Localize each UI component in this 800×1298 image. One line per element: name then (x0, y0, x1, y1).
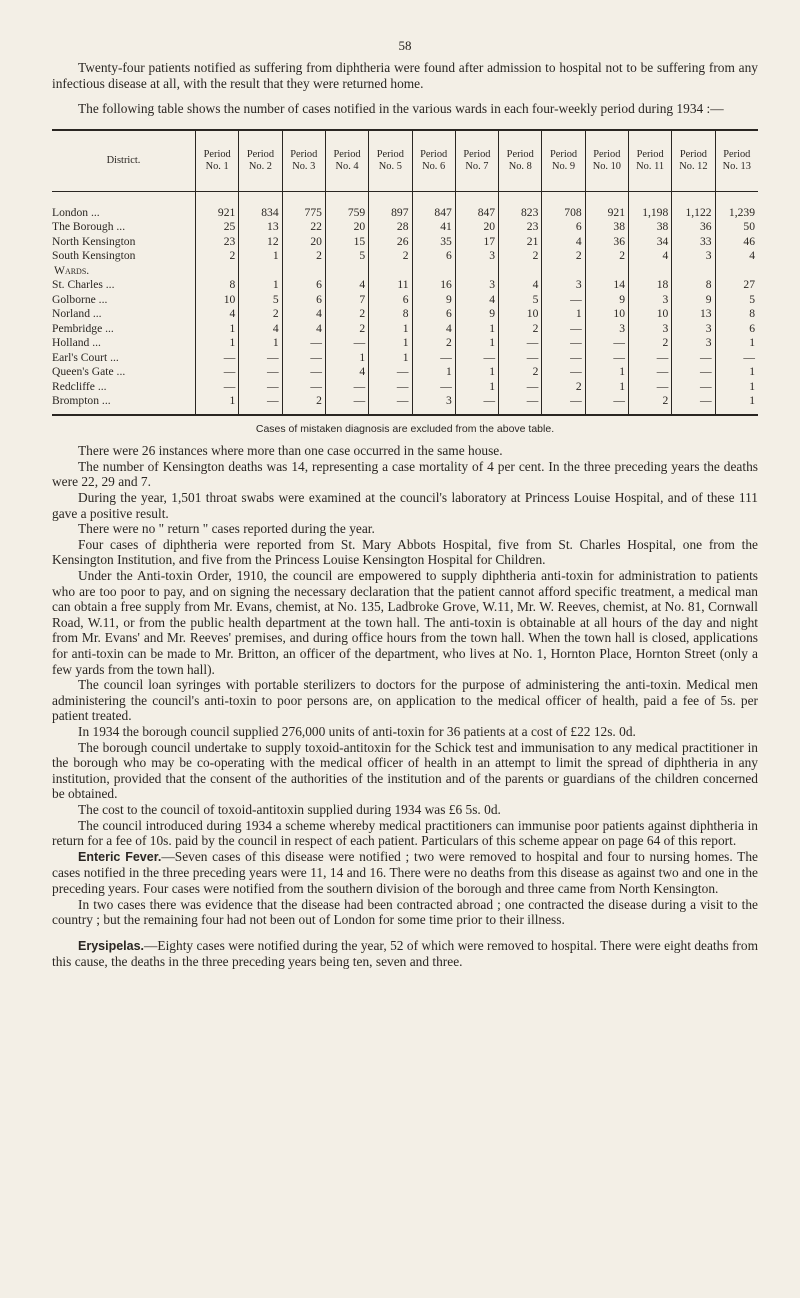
case-count-cell: 834 (239, 206, 282, 221)
case-count-cell: 2 (282, 394, 325, 415)
case-count-cell: 6 (369, 293, 412, 308)
case-count-cell: 3 (628, 293, 671, 308)
case-count-cell: — (196, 365, 239, 380)
table-body (52, 191, 758, 415)
case-count-cell: 10 (196, 293, 239, 308)
case-count-cell: 9 (585, 293, 628, 308)
table-row (52, 336, 758, 351)
case-count-cell: 775 (282, 206, 325, 221)
document-page (52, 0, 758, 970)
body-paragraph: During the year, 1,501 throat swabs were examined at the council's laboratory at Princess Louise Hospital, and of these 111 gave a positive result. (52, 490, 758, 521)
case-count-cell: 21 (499, 235, 542, 250)
empty-cell (499, 264, 542, 279)
case-count-cell: 1 (239, 249, 282, 264)
case-count-cell: 2 (239, 307, 282, 322)
period-header: Period No. 10 (585, 130, 628, 192)
case-count-cell: — (282, 351, 325, 366)
case-count-cell: 921 (585, 206, 628, 221)
case-count-cell: 2 (542, 249, 585, 264)
case-count-cell: 4 (542, 235, 585, 250)
period-header: Period No. 7 (455, 130, 498, 192)
case-count-cell: 4 (412, 322, 455, 337)
case-count-cell: 9 (455, 307, 498, 322)
case-count-cell: 10 (585, 307, 628, 322)
case-count-cell: — (196, 351, 239, 366)
body-paragraph: In 1934 the borough council supplied 276,000 units of anti-toxin for 36 patients at a cost of £22 12s. 0d. (78, 723, 636, 739)
case-count-cell: — (628, 351, 671, 366)
case-count-cell: — (542, 322, 585, 337)
body-paragraph: Four cases of diphtheria were reported from St. Mary Abbots Hospital, five from St. Charles Hospital, one from the Kensington Institution, and five from the Princess Louise Kensington Hospital for Children. (52, 536, 758, 568)
case-count-cell: 36 (585, 235, 628, 250)
case-count-cell: 4 (239, 322, 282, 337)
body-paragraph: The number of Kensington deaths was 14, representing a case mortality of 4 per cent. In the three preceding years the deaths were 22, 29 and 7. (52, 458, 758, 490)
table-row (52, 293, 758, 308)
case-count-cell: 10 (499, 307, 542, 322)
case-count-cell: 2 (499, 249, 542, 264)
spacer-cell (585, 191, 628, 206)
case-count-cell: 1,198 (628, 206, 671, 221)
spacer-cell (52, 191, 196, 206)
table-header-row (52, 130, 758, 192)
case-count-cell: 3 (542, 278, 585, 293)
case-count-cell: 1 (412, 365, 455, 380)
case-count-cell: 5 (325, 249, 368, 264)
case-count-cell: — (672, 394, 715, 415)
body-text (52, 443, 758, 848)
case-count-cell: — (672, 365, 715, 380)
case-count-cell: — (239, 365, 282, 380)
case-count-cell: 897 (369, 206, 412, 221)
period-header: Period No. 13 (715, 130, 758, 192)
district-name: Earl's Court ... (52, 350, 119, 364)
case-count-cell: 50 (715, 220, 758, 235)
case-count-cell: 7 (325, 293, 368, 308)
district-name: South Kensington (52, 249, 136, 263)
spacer-cell (412, 191, 455, 206)
case-count-cell: 13 (672, 307, 715, 322)
erysipelas-paragraph (52, 938, 758, 970)
case-count-cell: 1 (585, 380, 628, 395)
case-count-cell: 2 (628, 336, 671, 351)
period-header: Period No. 9 (542, 130, 585, 192)
case-count-cell: 2 (325, 307, 368, 322)
table-row (52, 249, 758, 264)
case-count-cell: 3 (455, 249, 498, 264)
period-header: Period No. 8 (499, 130, 542, 192)
table-row (52, 307, 758, 322)
intro-paragraph-2: The following table shows the number of cases notified in the various wards in each four-weekly period during 1934 :— (78, 101, 724, 117)
case-count-cell: 823 (499, 206, 542, 221)
case-count-cell: — (542, 365, 585, 380)
period-header: Period No. 11 (628, 130, 671, 192)
case-count-cell: 1 (455, 365, 498, 380)
case-count-cell: 13 (239, 220, 282, 235)
case-count-cell: 921 (196, 206, 239, 221)
case-count-cell: — (325, 380, 368, 395)
table-row (52, 351, 758, 366)
diphtheria-cases-table (52, 129, 758, 417)
case-count-cell: 38 (628, 220, 671, 235)
case-count-cell: 1 (585, 365, 628, 380)
case-count-cell: 36 (672, 220, 715, 235)
case-count-cell: 11 (369, 278, 412, 293)
spacer-cell (455, 191, 498, 206)
case-count-cell: — (628, 380, 671, 395)
empty-cell (455, 264, 498, 279)
enteric-heading: Enteric Fever. (78, 849, 162, 864)
empty-cell (325, 264, 368, 279)
case-count-cell: 1 (455, 322, 498, 337)
page-number: 58 (398, 38, 412, 53)
erysipelas-text: —Eighty cases were notified during the year, 52 of which were removed to hospital. There were eight deaths from this cause, the deaths in the three preceding years being ten, seven and three. (52, 937, 758, 970)
case-count-cell: — (672, 380, 715, 395)
district-name: The Borough ... (52, 220, 126, 234)
case-count-cell: 23 (196, 235, 239, 250)
case-count-cell: 3 (412, 394, 455, 415)
case-count-cell: 1 (455, 336, 498, 351)
case-count-cell: 6 (715, 322, 758, 337)
case-count-cell: 3 (672, 249, 715, 264)
district-name: Brompton ... (52, 394, 111, 408)
case-count-cell: 2 (628, 394, 671, 415)
period-header: Period No. 5 (369, 130, 412, 192)
spacer-cell (325, 191, 368, 206)
case-count-cell: 4 (628, 249, 671, 264)
case-count-cell: 26 (369, 235, 412, 250)
case-count-cell: 20 (282, 235, 325, 250)
case-count-cell: 1 (455, 380, 498, 395)
case-count-cell: 4 (282, 322, 325, 337)
case-count-cell: 8 (196, 278, 239, 293)
case-count-cell: — (542, 351, 585, 366)
case-count-cell: 1 (715, 380, 758, 395)
period-header: Period No. 1 (196, 130, 239, 192)
case-count-cell: 6 (282, 293, 325, 308)
case-count-cell: 20 (325, 220, 368, 235)
body-paragraph: The council introduced during 1934 a scheme whereby medical practitioners can immunise poor patients against diphtheria in return for a fee of 10s. paid by the council in respect of each patient. Particulars of this scheme appear on page 64 of this report. (52, 817, 758, 849)
case-count-cell: 6 (542, 220, 585, 235)
case-count-cell: 2 (325, 322, 368, 337)
case-count-cell: — (282, 380, 325, 395)
empty-cell (672, 264, 715, 279)
case-count-cell: 1 (325, 351, 368, 366)
body-paragraph: There were no " return " cases reported during the year. (78, 521, 375, 537)
spacer-cell (196, 191, 239, 206)
case-count-cell: 1 (239, 336, 282, 351)
period-header: Period No. 2 (239, 130, 282, 192)
wards-label: Wards. (54, 263, 90, 277)
case-count-cell: 5 (715, 293, 758, 308)
table-caption: Cases of mistaken diagnosis are excluded from the above table. (255, 423, 555, 436)
district-name: Holland ... (52, 336, 101, 350)
case-count-cell: 4 (499, 278, 542, 293)
case-count-cell: — (369, 394, 412, 415)
case-count-cell: 15 (325, 235, 368, 250)
table-row (52, 394, 758, 415)
case-count-cell: — (282, 365, 325, 380)
case-count-cell: 5 (499, 293, 542, 308)
case-count-cell: — (585, 336, 628, 351)
empty-cell (282, 264, 325, 279)
case-count-cell: — (499, 394, 542, 415)
case-count-cell: 4 (325, 365, 368, 380)
body-paragraph: The cost to the council of toxoid-antitoxin supplied during 1934 was £6 5s. 0d. (78, 801, 501, 817)
case-count-cell: — (542, 336, 585, 351)
spacer-cell (715, 191, 758, 206)
case-count-cell: 20 (455, 220, 498, 235)
district-name: North Kensington (52, 234, 136, 248)
empty-cell (412, 264, 455, 279)
case-count-cell: 2 (585, 249, 628, 264)
case-count-cell: — (715, 351, 758, 366)
case-count-cell: 2 (499, 365, 542, 380)
case-count-cell: — (499, 380, 542, 395)
case-count-cell: — (672, 351, 715, 366)
case-count-cell: 3 (672, 322, 715, 337)
case-count-cell: — (542, 293, 585, 308)
case-count-cell: — (628, 365, 671, 380)
case-count-cell: 1 (196, 336, 239, 351)
case-count-cell: 27 (715, 278, 758, 293)
case-count-cell: 4 (282, 307, 325, 322)
case-count-cell: 2 (196, 249, 239, 264)
district-name: Golborne ... (52, 292, 108, 306)
district-name: St. Charles ... (52, 278, 115, 292)
empty-cell (542, 264, 585, 279)
case-count-cell: 3 (628, 322, 671, 337)
case-count-cell: — (499, 336, 542, 351)
case-count-cell: 9 (412, 293, 455, 308)
case-count-cell: 3 (672, 336, 715, 351)
case-count-cell: 14 (585, 278, 628, 293)
erysipelas-heading: Erysipelas. (78, 938, 145, 953)
case-count-cell: — (455, 351, 498, 366)
case-count-cell: 34 (628, 235, 671, 250)
case-count-cell: 41 (412, 220, 455, 235)
case-count-cell: 22 (282, 220, 325, 235)
case-count-cell: 1 (715, 336, 758, 351)
case-count-cell: 2 (412, 336, 455, 351)
period-header: Period No. 12 (672, 130, 715, 192)
table-row (52, 235, 758, 250)
spacer-cell (628, 191, 671, 206)
body-paragraph: The borough council undertake to supply toxoid-antitoxin for the Schick test and immunisation to any medical practitioner in the borough who may be co-operating with the medical officer of health in an attempt to limit the spread of diphtheria in any institution, provided that the consent of the authorities of the institution and of the parents or guardians of the children concerned be obtained. (52, 739, 758, 802)
period-header: Period No. 6 (412, 130, 455, 192)
case-count-cell: 8 (715, 307, 758, 322)
spacer-cell (239, 191, 282, 206)
case-count-cell: 16 (412, 278, 455, 293)
case-count-cell: 2 (282, 249, 325, 264)
period-header: Period No. 3 (282, 130, 325, 192)
case-count-cell: 9 (672, 293, 715, 308)
case-count-cell: 1 (369, 336, 412, 351)
table-row (52, 278, 758, 293)
empty-cell (628, 264, 671, 279)
case-count-cell: — (325, 394, 368, 415)
case-count-cell: 28 (369, 220, 412, 235)
case-count-cell: 2 (369, 249, 412, 264)
case-count-cell: — (412, 380, 455, 395)
empty-cell (715, 264, 758, 279)
case-count-cell: 46 (715, 235, 758, 250)
case-count-cell: 759 (325, 206, 368, 221)
case-count-cell: 1 (369, 322, 412, 337)
empty-cell (196, 264, 239, 279)
case-count-cell: 1 (542, 307, 585, 322)
district-name: Queen's Gate ... (52, 365, 126, 379)
case-count-cell: 8 (369, 307, 412, 322)
enteric-paragraph-2: In two cases there was evidence that the disease had been contracted abroad ; one contracted the disease during a visit to the country ; but the remaining four had not been out of London for some time prior to their illness. (52, 896, 758, 928)
case-count-cell: 1,122 (672, 206, 715, 221)
table-row (52, 206, 758, 221)
case-count-cell: 1 (715, 394, 758, 415)
table-row (52, 220, 758, 235)
case-count-cell: — (585, 394, 628, 415)
case-count-cell: 6 (412, 249, 455, 264)
case-count-cell: 6 (282, 278, 325, 293)
case-count-cell: 708 (542, 206, 585, 221)
case-count-cell: 1 (196, 322, 239, 337)
district-name: Redcliffe ... (52, 379, 107, 393)
case-count-cell: 1,239 (715, 206, 758, 221)
table-row (52, 380, 758, 395)
case-count-cell: — (369, 380, 412, 395)
case-count-cell: 33 (672, 235, 715, 250)
spacer-cell (542, 191, 585, 206)
wards-label-row (52, 264, 758, 279)
body-paragraph: Under the Anti-toxin Order, 1910, the council are empowered to supply diphtheria anti-toxin for administration to patients who are too poor to pay, and on signing the necessary declaration that the patient cannot afford specific treatment, a medical man can obtain a free supply from Mr. Evans, chemist, at No. 135, Ladbroke Grove, W.11, Mr. W. Reeves, chemist, at No. 81, Cornwall Road, W.11, or from the public health department at the town hall. The anti-toxin is obtainable at all hours of the day and night from Mr. Evans' and Mr. Reeves' premises, and during office hours from the town hall. When the town hall is closed, applications for anti-toxin can be made to Mr. Britton, an officer of the department, who lives at No. 1, Hornton Place, Hornton Street (only a few yards from the town hall). (52, 568, 758, 677)
case-count-cell: 35 (412, 235, 455, 250)
case-count-cell: 847 (455, 206, 498, 221)
empty-cell (369, 264, 412, 279)
case-count-cell: 23 (499, 220, 542, 235)
case-count-cell: — (412, 351, 455, 366)
enteric-text: —Seven cases of this disease were notified ; two were removed to hospital and four to nursing homes. The cases notified in the three preceding years were 11, 14 and 16. There were no deaths from this disease as against two and one in the preceding years. Four cases were notified from the southern division of the borough and three came from North Kensington. (52, 848, 758, 896)
case-count-cell: 3 (455, 278, 498, 293)
case-count-cell: — (239, 380, 282, 395)
case-count-cell: 4 (715, 249, 758, 264)
case-count-cell: 2 (542, 380, 585, 395)
case-count-cell: — (196, 380, 239, 395)
case-count-cell: — (499, 351, 542, 366)
case-count-cell: — (585, 351, 628, 366)
spacer-cell (282, 191, 325, 206)
case-count-cell: 38 (585, 220, 628, 235)
case-count-cell: — (239, 394, 282, 415)
empty-cell (585, 264, 628, 279)
district-header: District. (52, 130, 196, 192)
body-paragraph: There were 26 instances where more than one case occurred in the same house. (78, 443, 503, 459)
case-count-cell: — (239, 351, 282, 366)
case-count-cell: — (325, 336, 368, 351)
case-count-cell: — (369, 365, 412, 380)
table-row (52, 322, 758, 337)
case-count-cell: 4 (325, 278, 368, 293)
case-count-cell: 1 (369, 351, 412, 366)
body-paragraph: The council loan syringes with portable sterilizers to doctors for the purpose of administering the anti-toxin. Medical men administering the council's anti-toxin to poor persons are, on application to the medical officer of health, paid a fee of 5s. per patient treated. (52, 677, 758, 724)
case-count-cell: — (542, 394, 585, 415)
district-name: London ... (52, 205, 100, 219)
spacer-cell (499, 191, 542, 206)
table-spacer-row (52, 191, 758, 206)
case-count-cell: 1 (239, 278, 282, 293)
intro-paragraph-1: Twenty-four patients notified as suffering from diphtheria were found after admission to hospital not to be suffering from any infectious disease at all, with the result that they were returned home. (52, 60, 758, 91)
case-count-cell: 5 (239, 293, 282, 308)
district-name: Norland ... (52, 307, 102, 321)
case-count-cell: 8 (672, 278, 715, 293)
case-count-cell: 18 (628, 278, 671, 293)
case-count-cell: 6 (412, 307, 455, 322)
case-count-cell: 1 (196, 394, 239, 415)
empty-cell (239, 264, 282, 279)
case-count-cell: 4 (196, 307, 239, 322)
case-count-cell: 12 (239, 235, 282, 250)
table-row (52, 365, 758, 380)
district-name: Pembridge ... (52, 321, 114, 335)
case-count-cell: 847 (412, 206, 455, 221)
period-header: Period No. 4 (325, 130, 368, 192)
case-count-cell: — (455, 394, 498, 415)
case-count-cell: 3 (585, 322, 628, 337)
case-count-cell: 2 (499, 322, 542, 337)
case-count-cell: 1 (715, 365, 758, 380)
spacer-cell (369, 191, 412, 206)
case-count-cell: 4 (455, 293, 498, 308)
spacer-cell (672, 191, 715, 206)
case-count-cell: — (282, 336, 325, 351)
case-count-cell: 17 (455, 235, 498, 250)
enteric-paragraph (52, 849, 758, 897)
case-count-cell: 10 (628, 307, 671, 322)
case-count-cell: 25 (196, 220, 239, 235)
